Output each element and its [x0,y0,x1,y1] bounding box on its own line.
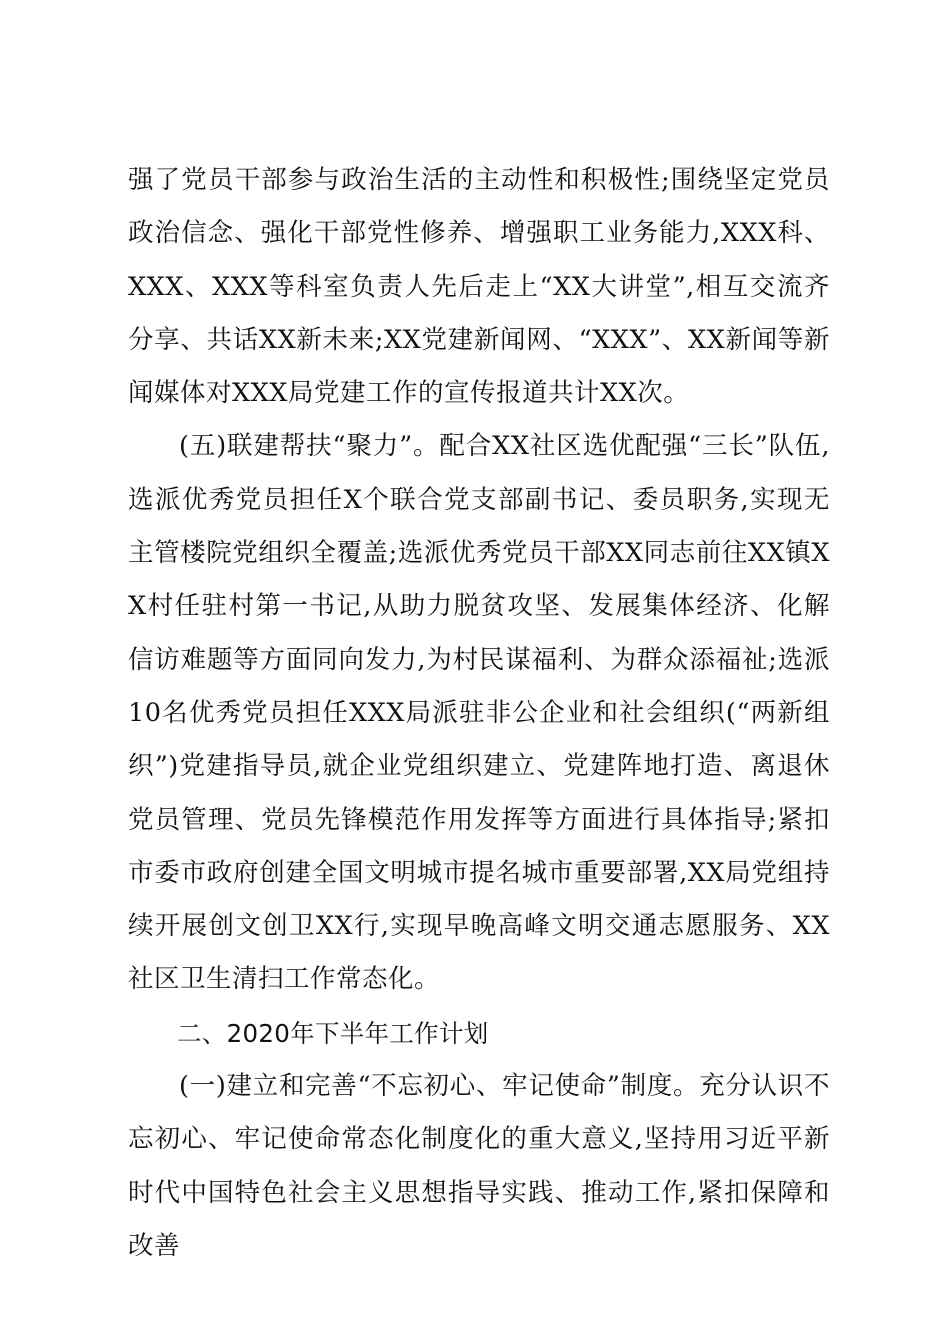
section-heading-work-plan: 二、2020年下半年工作计划 [177,1018,489,1048]
paragraph-section-five: (五)联建帮扶“聚力”。配合XX社区选优配强“三长”队伍,选派优秀党员担任X个联合党支部副书记、委员职务,实现无主管楼院党组织全覆盖;选派优秀党员干部XX同志前往XX镇XX村任驻村第一书记,从助力脱贫攻坚、发展集体经济、化解信访难题等方面同向发力,为村民谋福利、为群众添福祉;选派10名优秀党员担任XXX局派驻非公企业和社会组织(“两新组织”)党建指导员,就企业党组织建立、党建阵地打造、离退休党员管理、党员先锋模范作用发挥等方面进行具体指导;紧扣市委市政府创建全国文明城市提名城市重要部署,XX局党组持续开展创文创卫XX行,实现早晚高峰文明交通志愿服务、XX社区卫生清扫工作常态化。 [128,431,830,995]
paragraph-continuation: 强了党员干部参与政治生活的主动性和积极性;围绕坚定党员政治信念、强化干部党性修养、增强职工业务能力,XXX科、XXX、XXX等科室负责人先后走上“XX大讲堂”,相互交流齐分享、共话XX新未来;XX党建新闻网、“XXX”、XX新闻等新闻媒体对XXX局党建工作的宣传报道共计XX次。 [128,165,830,409]
document-body [128,154,830,1273]
paragraph-plan-item-one: (一)建立和完善“不忘初心、牢记使命”制度。充分认识不忘初心、牢记使命常态化制度化的重大意义,坚持用习近平新时代中国特色社会主义思想指导实践、推动工作,紧扣保障和改善 [128,1071,830,1261]
